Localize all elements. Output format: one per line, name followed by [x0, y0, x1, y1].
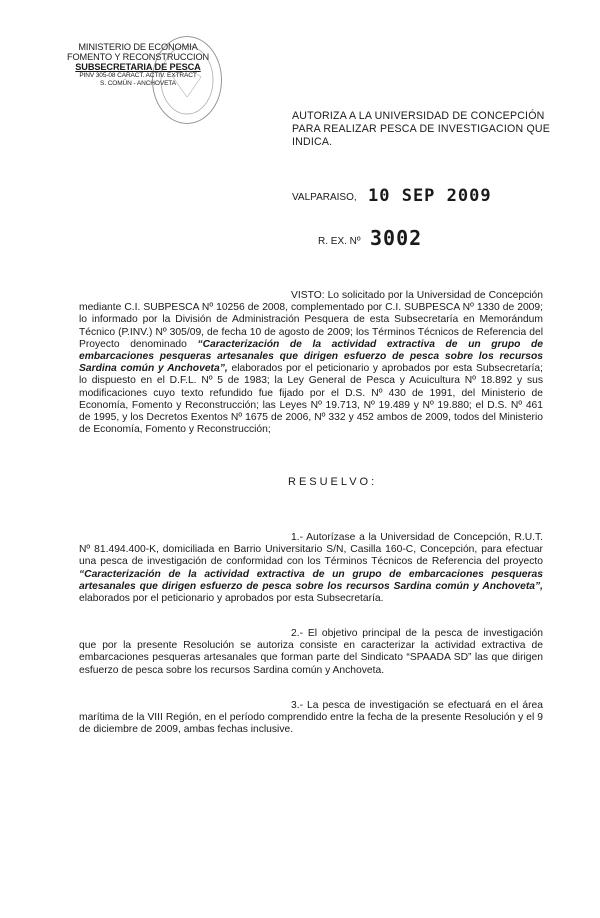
item-1-text-1: 1.- Autorízase a la Universidad de Concepción, R.U.T. Nº 81.494.400-K, domiciliada en Barrio Universitario S/N, Casilla 160-C, Concepción, para efectuar una pesca de investigación de conformidad con los Términos Técnicos de Referencia del proyecto: [79, 532, 543, 568]
item-3-text: 3.- La pesca de investigación se efectuará en el área marítima de la VIII Región, en el período comprendido entre la fecha de la presente Resolución y el 9 de diciembre de 2009, ambas fechas inclusive.: [79, 700, 543, 736]
item-3-paragraph: [79, 700, 543, 737]
visto-text-1: VISTO: Lo solicitado por la Universidad de Concepción mediante C.I. SUBPESCA Nº 10256 de 2008, complementado por C.I. SUBPESCA Nº 1330 de 2009; lo informado por la División de Administración Pesquera de esta Subsecretaría en Memorándum Técnico (P.INV.) Nº 305/09, de fecha 10 de agosto de 2009; los Términos Técnicos de Referencia del Proyecto denominado: [79, 290, 543, 350]
official-seal: [152, 36, 222, 124]
file-reference: PINV 305-08 CARACT. ACTIV. EXTRACT: [79, 72, 197, 79]
visto-project-title: “Caracterización de la actividad extractiva de un grupo de embarcaciones pesqueras artesanales que dirigen esfuerzo de pesca sobre los recursos Sardina común y Anchoveta”,: [79, 338, 543, 375]
item-2-text: 2.- El objetivo principal de la pesca de investigación que por la presente Resolución se autoriza consiste en caracterizar la actividad extractiva de embarcaciones pesqueras artesanales que forman parte del Sindicato “SPAADA SD” las que dirigen esfuerzo de pesca sobre los recursos Sardina común y Anchoveta.: [79, 628, 543, 676]
date-stamp: 10 SEP 2009: [368, 186, 492, 206]
resolution-label: R. EX. Nº: [318, 236, 361, 247]
resuelvo-heading: RESUELVO:: [288, 476, 378, 488]
seal-icon: [153, 37, 221, 123]
ministry-line: MINISTERIO DE ECONOMIA: [78, 42, 198, 52]
item-1-project-title: “Caracterización de la actividad extractiva de un grupo de embarcaciones pesqueras artesanales que dirigen esfuerzo de pesca sobre los recursos Sardina común y Anchoveta”,: [79, 568, 543, 592]
place-label: VALPARAISO,: [292, 192, 357, 203]
item-2-paragraph: [79, 628, 543, 677]
visto-text-2: elaborados por el peticionario y aprobados por esta Subsecretaría; lo dispuesto en el D.F.L. Nº 5 de 1983; la Ley General de Pesca y Acuicultura Nº 18.892 y sus modificaciones cuyo texto refundido fue fijado por el D.S. Nº 430 de 1991, del Ministerio de Economía, Fomento y Reconstrucción; las Leyes Nº 19.713, Nº 19.489 y Nº 19.880; el D.S. Nº 461 de 1995, y los Decretos Exentos Nº 1675 de 2006, Nº 332 y 452 ambos de 2009, todos del Ministerio de Economía, Fomento y Reconstrucción;: [79, 363, 543, 436]
species-reference: S. COMÚN - ANCHOVETA: [100, 80, 176, 87]
document-title: [292, 110, 562, 149]
title-line-1: AUTORIZA A LA UNIVERSIDAD DE CONCEPCIÓN: [292, 110, 545, 122]
title-line-3: INDICA.: [292, 136, 333, 148]
subsecretaria-line: SUBSECRETARIA DE PESCA: [75, 62, 201, 72]
title-line-2: PARA REALIZAR PESCA DE INVESTIGACION QUE: [292, 123, 550, 135]
resolution-number: 3002: [370, 226, 423, 250]
item-1-text-2: elaborados por el peticionario y aprobados por esta Subsecretaría.: [79, 593, 384, 605]
item-1-paragraph: [79, 532, 543, 605]
ministry-line-2: FOMENTO Y RECONSTRUCCION: [66, 52, 210, 62]
visto-paragraph: [79, 290, 543, 436]
